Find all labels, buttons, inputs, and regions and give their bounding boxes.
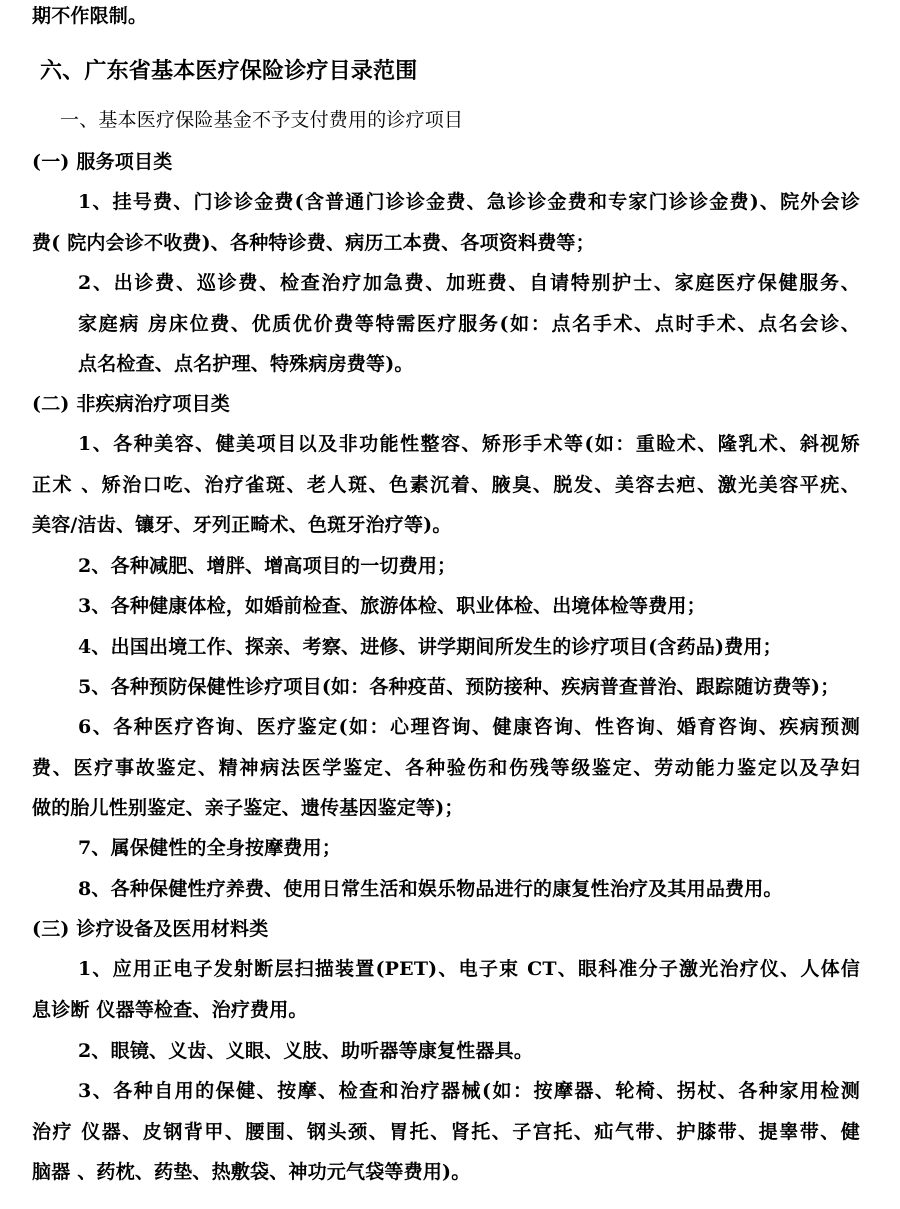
list-item: 8、各种保健性疗养费、使用日常生活和娱乐物品进行的康复性治疗及其用品费用。	[78, 878, 783, 900]
paragraph-line: 6、各种医疗咨询、医疗鉴定(如：心理咨询、健康咨询、性咨询、婚育咨询、疾病预测	[78, 716, 860, 738]
paragraph-line: 息诊断 仪器等检查、治疗费用。	[32, 999, 308, 1021]
paragraph-line: 点名检查、点名护理、特殊病房费等)。	[78, 353, 414, 375]
list-item: 3、各种健康体检，如婚前检查、旅游体检、职业体检、出境体检等费用；	[78, 595, 706, 617]
paragraph-line: 1、应用正电子发射断层扫描装置(PET)、电子束 CT、眼科准分子激光治疗仪、人体信	[78, 958, 860, 980]
list-item: 4、出国出境工作、探亲、考察、进修、讲学期间所发生的诊疗项目(含药品)费用；	[78, 636, 782, 658]
list-item: 7、属保健性的全身按摩费用；	[78, 837, 342, 859]
paragraph-line: 做的胎儿性别鉴定、亲子鉴定、遗传基因鉴定等)；	[32, 797, 464, 819]
paragraph-line: 脑器 、药枕、药垫、热敷袋、神功元气袋等费用)。	[32, 1161, 471, 1183]
paragraph-line: 费( 院内会诊不收费)、各种特诊费、病历工本费、各项资料费等；	[32, 232, 595, 254]
paragraph-line: 2、出诊费、巡诊费、检查治疗加急费、加班费、自请特别护士、家庭医疗保健服务、	[78, 272, 860, 294]
paragraph-line: 3、各种自用的保健、按摩、检查和治疗器械(如：按摩器、轮椅、拐杖、各种家用检测	[78, 1080, 860, 1102]
paragraph-line: 治疗 仪器、皮钢背甲、腰围、钢头颈、胃托、肾托、子宫托、疝气带、护膝带、提睾带、健	[32, 1121, 860, 1143]
category-heading-1: (一) 服务项目类	[32, 151, 173, 173]
paragraph-line: 1、挂号费、门诊诊金费(含普通门诊诊金费、急诊诊金费和专家门诊诊金费)、院外会诊	[78, 191, 860, 213]
paragraph-line: 美容/洁齿、镶牙、牙列正畸术、色斑牙治疗等)。	[32, 514, 452, 536]
list-item: 2、各种减肥、增胖、增高项目的一切费用；	[78, 555, 457, 577]
list-item: 2、眼镜、义齿、义眼、义肢、助听器等康复性器具。	[78, 1040, 534, 1062]
category-heading-2: (二) 非疾病治疗项目类	[32, 393, 230, 415]
paragraph-line: 家庭病 房床位费、优质优价费等特需医疗服务(如：点名手术、点时手术、点名会诊、	[78, 313, 860, 335]
continuation-line: 期不作限制。	[32, 5, 148, 27]
section-heading: 六、广东省基本医疗保险诊疗目录范围	[40, 58, 418, 84]
paragraph-line: 正术 、矫治口吃、治疗雀斑、老人斑、色素沉着、腋臭、脱发、美容去疤、激光美容平疣、	[32, 474, 860, 496]
paragraph-line: 1、各种美容、健美项目以及非功能性整容、矫形手术等(如：重睑术、隆乳术、斜视矫	[78, 433, 860, 455]
paragraph-line: 费、医疗事故鉴定、精神病法医学鉴定、各种验伤和伤残等级鉴定、劳动能力鉴定以及孕妇	[32, 757, 860, 779]
list-item: 5、各种预防保健性诊疗项目(如：各种疫苗、预防接种、疾病普查普治、跟踪随访费等)；	[78, 676, 840, 698]
subsection-heading: 一、基本医疗保险基金不予支付费用的诊疗项目	[60, 109, 464, 131]
category-heading-3: (三) 诊疗设备及医用材料类	[32, 918, 269, 940]
